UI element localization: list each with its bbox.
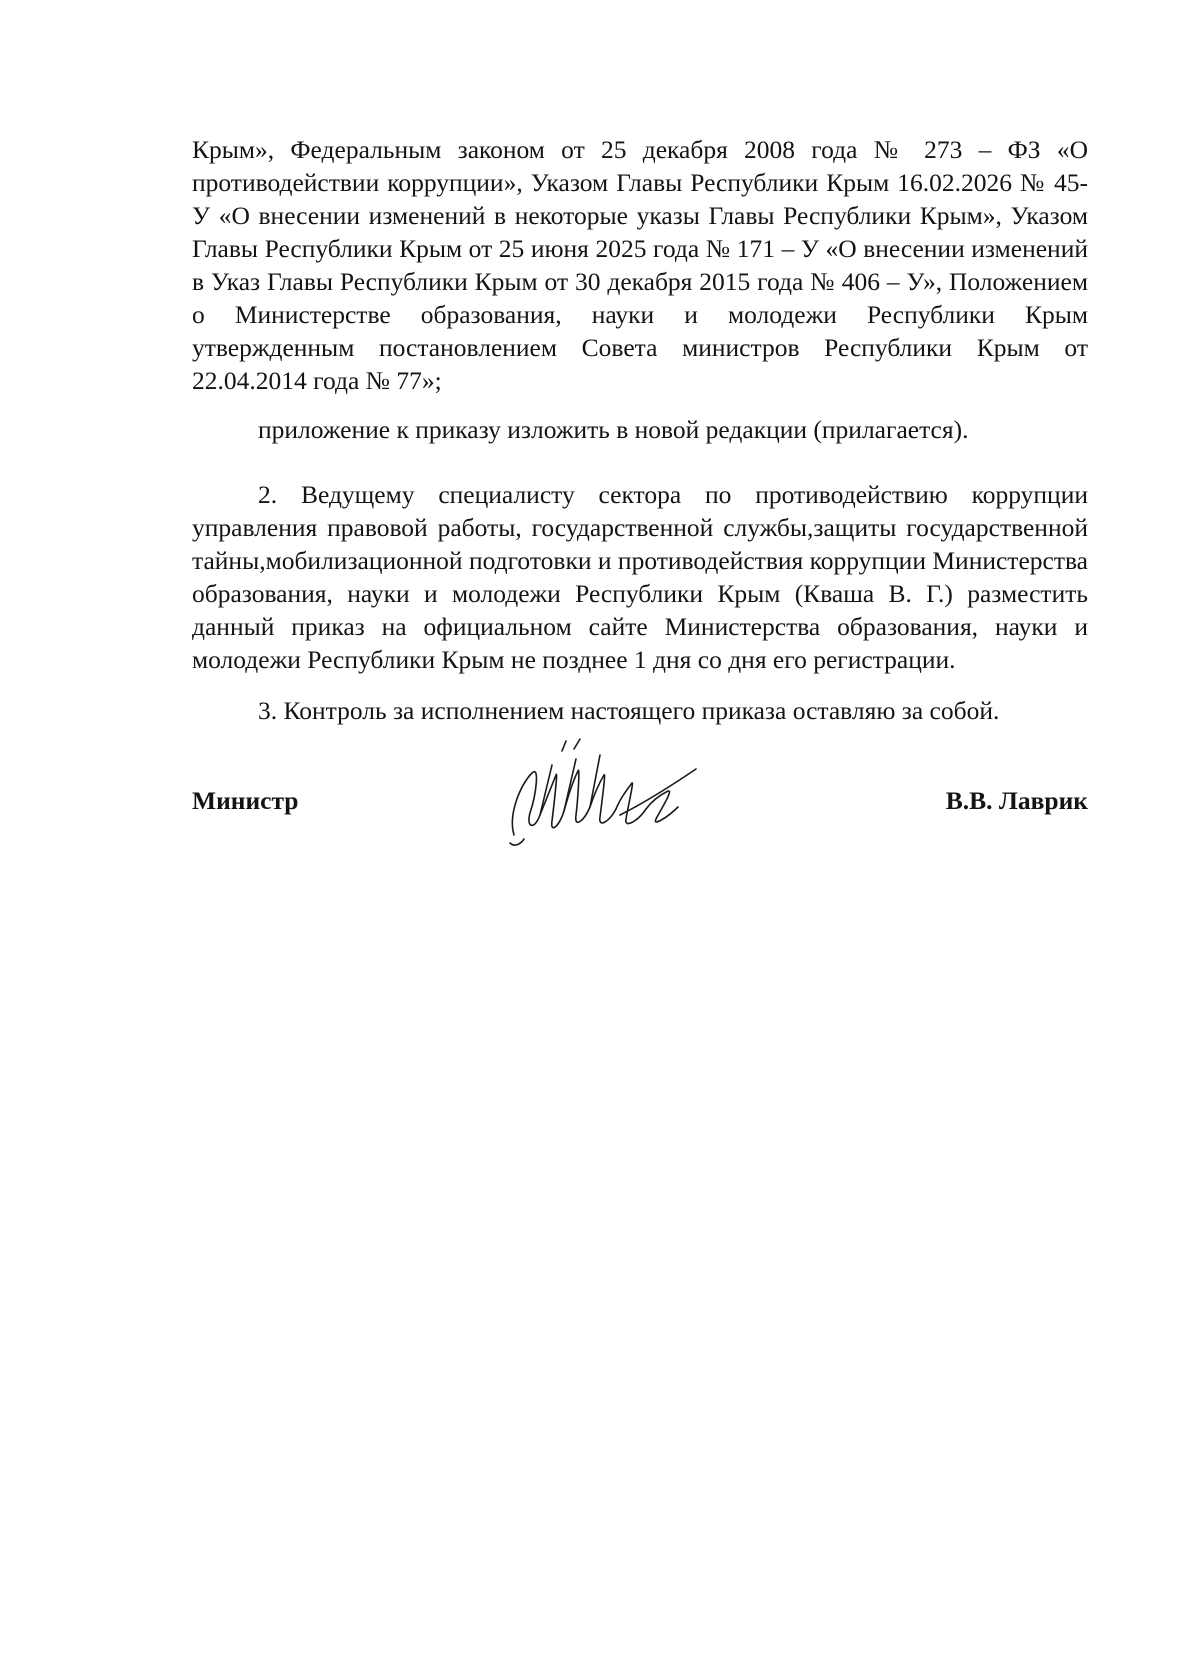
signer-position: Министр <box>192 786 299 815</box>
paragraph-item-3: 3. Контроль за исполнением настоящего приказа оставляю за собой. <box>258 696 1000 725</box>
signer-name: В.В. Лаврик <box>945 786 1088 815</box>
paragraph-legal-basis: Крым», Федеральным законом от 25 декабря 2008 года № 273 – ФЗ «О противодействии коррупции», Указом Главы Республики Крым 16.02.2026 № 45-У «О внесении изменений в некоторые указы Главы Республики Крым», Указом Главы Республики Крым от 25 июня 2025 года № 171 – У «О внесении изменений в Указ Главы Республики Крым от 30 декабря 2015 года № 406 – У», Положением о Министерстве образования, науки и молодежи Республики Крым утвержденным постановлением Совета министров Республики Крым от 22.04.2014 года № 77»; <box>192 135 1088 395</box>
paragraph-item-2: 2. Ведущему специалисту сектора по противодействию коррупции управления правовой работы, государственной службы,защиты государственной тайны,мобилизационной подготовки и противодействия коррупции Министерства образования, науки и молодежи Республики Крым (Кваша В. Г.) разместить данный приказ на официальном сайте Министерства образования, науки и молодежи Республики Крым не позднее 1 дня со дня его регистрации. <box>192 480 1088 674</box>
handwritten-signature <box>500 735 700 855</box>
paragraph-appendix-revision: приложение к приказу изложить в новой редакции (прилагается). <box>258 415 969 444</box>
